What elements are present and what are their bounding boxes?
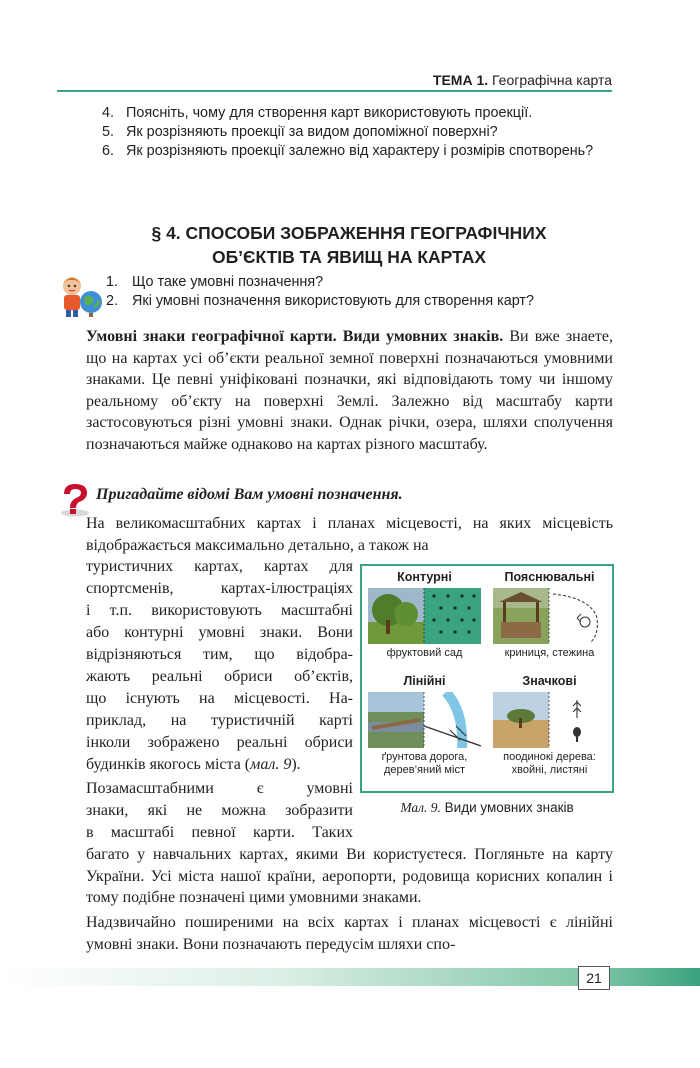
header-tema: ТЕМА 1. xyxy=(432,72,489,88)
figure-cell-explanatory xyxy=(493,570,606,660)
text-line: інколи зображено реальні обриси xyxy=(86,734,353,751)
section-title xyxy=(84,221,614,269)
question-item xyxy=(102,123,614,142)
page-number: 21 xyxy=(578,966,610,990)
question-number: 5. xyxy=(102,124,115,140)
text-line: спортсменів, картах-ілюстраціях xyxy=(86,580,353,597)
question-item xyxy=(102,104,614,123)
paragraph-linear-signs: Надзвичайно поширеними на всіх картах і планах місцевості є лінійні умовні знаки. Вони позначають передусім шляхи спо- xyxy=(86,914,613,953)
paragraph-text: багато у навчальних картах, якими Ви користуєтеся. Погляньте на карту України. Усі міста нашої країни, аеропорти, родовища корисних копалин і тому подібне позначені цими умовними знаками. xyxy=(86,846,613,907)
text-fragment: ). xyxy=(291,756,301,773)
text-line xyxy=(86,778,353,800)
figure-title: Види умовних знаків xyxy=(440,800,574,815)
question-text: Які умовні позначення використовують для створення карт? xyxy=(132,293,535,309)
paragraph-lead: Умовні знаки географічної карти. Види умовних знаків. xyxy=(86,328,504,345)
intro-question-item xyxy=(106,273,616,292)
figure-caption-main xyxy=(360,800,614,816)
figure-number: Мал. 9. xyxy=(400,800,441,815)
text-line: туристичних картах, картах для xyxy=(86,558,353,575)
recall-prompt: Пригадайте відомі Вам умовні позначення. xyxy=(96,486,403,503)
figure-header: Контурні xyxy=(397,570,452,584)
student-globe-icon xyxy=(58,274,104,318)
figure-cell-contour xyxy=(368,570,481,660)
header-divider xyxy=(57,90,612,92)
text-line: що існують на місцевості. На- xyxy=(86,690,353,707)
review-questions xyxy=(102,104,614,161)
figure-sign-types xyxy=(360,564,614,793)
question-text: Як розрізняють проекції залежно від характеру і розмірів спотворень? xyxy=(126,143,594,159)
well-path-photo xyxy=(493,588,606,644)
figure-cell-linear xyxy=(368,674,481,777)
section-title-line2: ОБ’ЄКТІВ ТА ЯВИЩ НА КАРТАХ xyxy=(211,247,487,267)
figure-header: Пояснювальні xyxy=(504,570,595,584)
running-header xyxy=(0,72,612,88)
question-mark-icon xyxy=(58,483,94,517)
indented-line: Позамасштабними є умовні xyxy=(86,780,353,797)
question-number: 4. xyxy=(102,105,115,121)
question-item xyxy=(102,142,614,161)
text-line: або контурні умовні знаки. Вони xyxy=(86,624,353,641)
text-line: знаки, які не можна зобразити xyxy=(86,802,353,819)
question-text: Як розрізняють проекції за видом допоміжної поверхні? xyxy=(126,124,498,140)
text-line: відрізняються тим, що відобра- xyxy=(86,646,353,663)
question-text: Що таке умовні позначення? xyxy=(132,274,324,290)
paragraph-legend-signs xyxy=(86,326,613,456)
figure-caption: фруктовий сад xyxy=(386,647,463,659)
text-fragment: будинків якогось міста ( xyxy=(86,756,251,773)
question-number: 6. xyxy=(102,143,115,159)
figure-caption: криниця, стежина xyxy=(504,647,595,659)
section-title-line1: § 4. СПОСОБИ ЗОБРАЖЕННЯ ГЕОГРАФІЧНИХ xyxy=(151,223,547,243)
figure-reference[interactable]: мал. 9 xyxy=(250,756,292,773)
figure-cell-symbolic xyxy=(493,674,606,777)
question-text: Поясніть, чому для створення карт використовують проекції. xyxy=(126,105,533,121)
figure-header: Лінійні xyxy=(403,674,446,688)
intro-question-item xyxy=(106,292,616,311)
paragraph-contour-signs-intro: На великомасштабних картах і планах місцевості, на яких місцевість відображається максимально детально, а також на xyxy=(86,515,613,554)
question-number: 2. xyxy=(106,293,119,309)
figure-caption: поодинокі дерева: хвойні, листяні xyxy=(503,751,596,776)
figure-header: Значкові xyxy=(522,674,577,688)
figure-caption: ґрунтова дорога, дерев’яний міст xyxy=(381,751,468,776)
question-number: 1. xyxy=(106,274,119,290)
text-line: жають реальні обриси об’єктів, xyxy=(86,668,353,685)
header-title: Географічна карта xyxy=(488,72,612,88)
text-line: і т.п. використовують масштабні xyxy=(86,602,353,619)
orchard-photo xyxy=(368,588,481,644)
road-bridge-photo xyxy=(368,692,481,748)
lone-trees-photo xyxy=(493,692,606,748)
text-line: в масштабі певної карти. Таких xyxy=(86,824,353,841)
text-line: приклад, на туристичній карті xyxy=(86,712,353,729)
intro-questions xyxy=(106,273,616,311)
paragraph-text: Ви вже знаете, що на картах усі об’єкти реальної земної поверхні позначаються умовними знаками. Це певні уніфіковані позначки, які відповідають тому чи іншому реальному об’єкту на поверхні Землі. Залежно від масштабу карти застосовуються різні умовні знаки. Однак річки, озера, шляхи сполучення позначаються майже однаково на картах різного масштабу. xyxy=(86,328,614,453)
text-line-last xyxy=(86,754,353,776)
